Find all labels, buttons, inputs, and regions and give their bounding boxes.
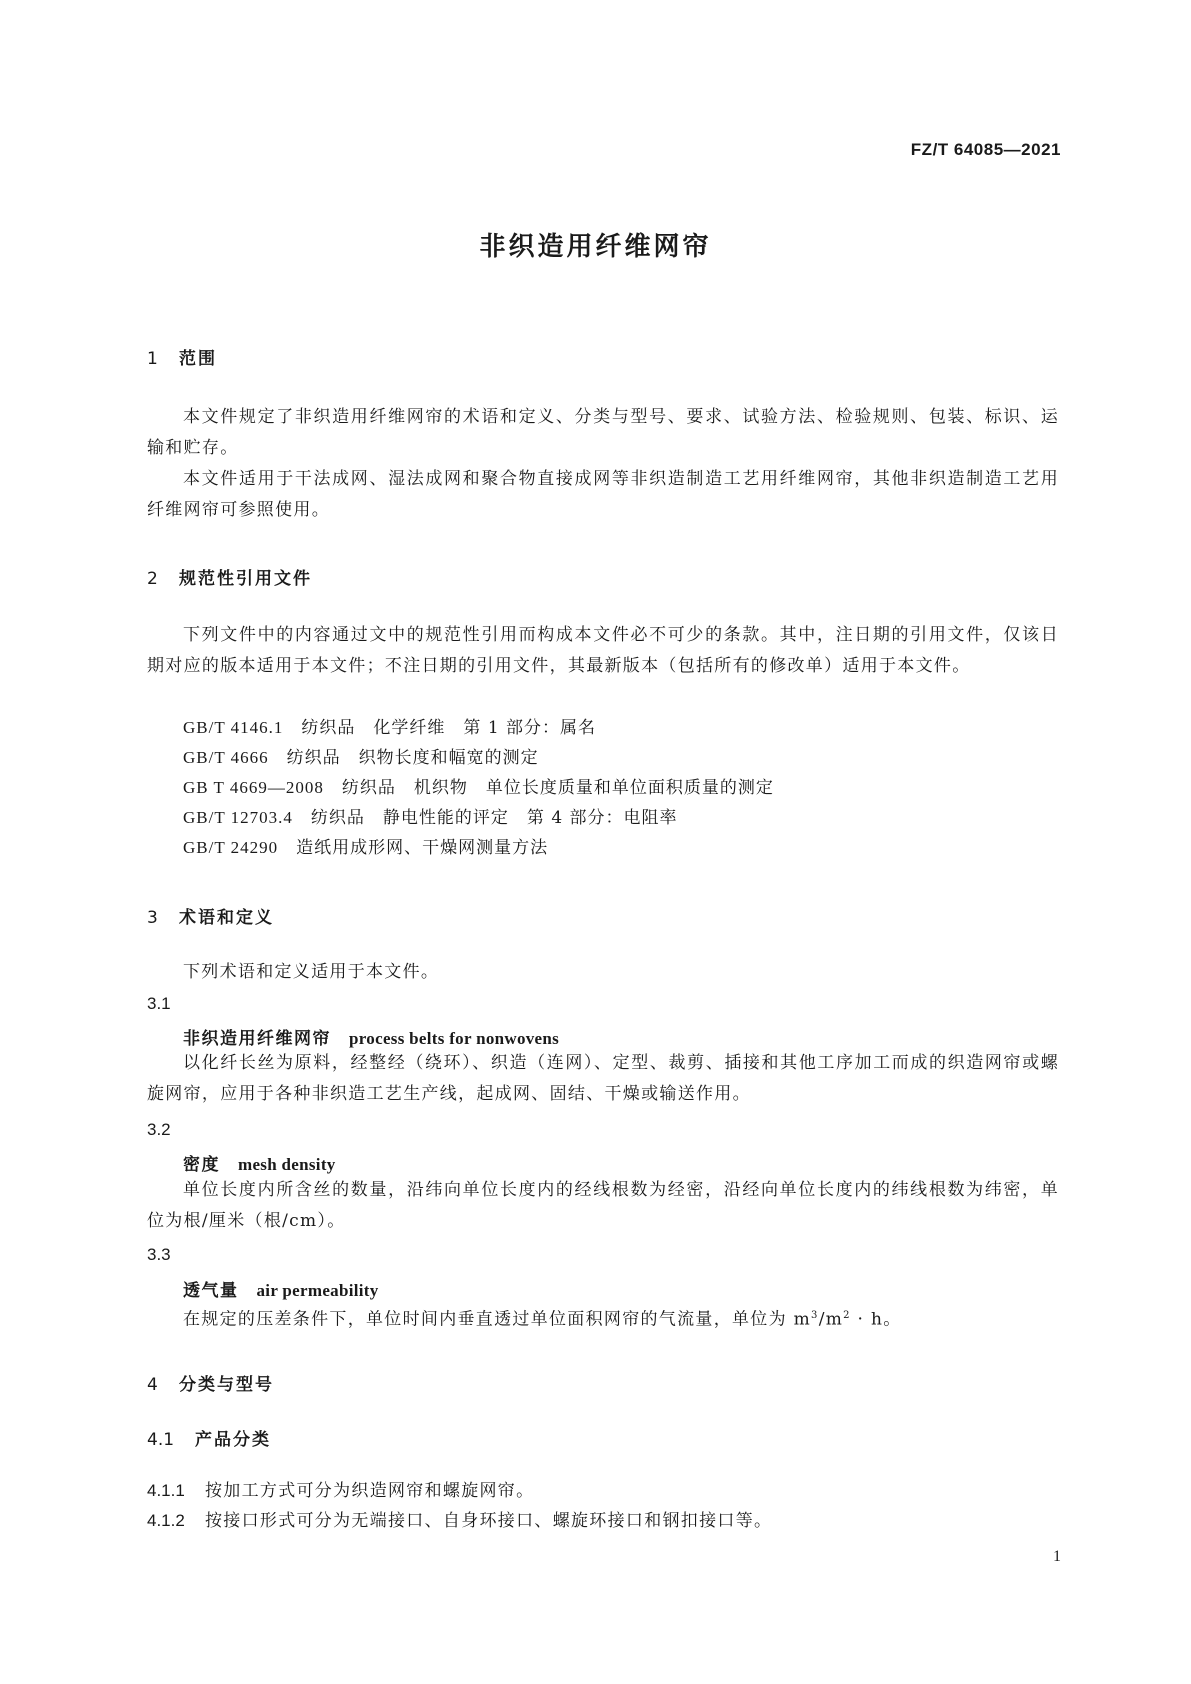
reference-code: GB/T 12703.4 bbox=[183, 808, 293, 827]
reference-item bbox=[147, 743, 539, 773]
term-definition: 单位长度内所含丝的数量，沿纬向单位长度内的经线根数为经密，沿经向单位长度内的纬线根数为纬密，单位为根/厘米（根/cm）。 bbox=[147, 1180, 1059, 1231]
section-2-heading bbox=[147, 564, 312, 589]
reference-code: GB/T 4146.1 bbox=[183, 718, 284, 737]
section-4-heading bbox=[147, 1370, 274, 1395]
scope-paragraph-2: 本文件适用于干法成网、湿法成网和聚合物直接成网等非织造制造工艺用纤维网帘，其他非织造制造工艺用纤维网帘可参照使用。 bbox=[147, 469, 1059, 520]
references-intro: 下列文件中的内容通过文中的规范性引用而构成本文件必不可少的条款。其中，注日期的引用文件，仅该日期对应的版本适用于本文件；不注日期的引用文件，其最新版本（包括所有的修改单）适用于本文件。 bbox=[147, 625, 1059, 676]
reference-item bbox=[147, 833, 548, 863]
document-title: 非织造用纤维网帘 bbox=[479, 232, 712, 262]
subsection-4-1-heading bbox=[147, 1425, 271, 1450]
section-title: 术语和定义 bbox=[179, 908, 274, 928]
term-definition: 在规定的压差条件下，单位时间内垂直透过单位面积网帘的气流量，单位为 $m^3/m^2 \cdot h$。 bbox=[183, 1309, 902, 1330]
reference-item bbox=[147, 713, 596, 743]
clause-item bbox=[147, 1506, 772, 1536]
standard-number: FZ/T 64085—2021 bbox=[910, 140, 1061, 159]
subsection-number: 4.1 bbox=[147, 1430, 175, 1450]
section-title: 范围 bbox=[179, 349, 217, 369]
terms-intro: 下列术语和定义适用于本文件。 bbox=[183, 962, 440, 982]
reference-item bbox=[147, 773, 774, 803]
reference-item bbox=[147, 803, 678, 833]
scope-paragraph-1: 本文件规定了非织造用纤维网帘的术语和定义、分类与型号、要求、试验方法、检验规则、包装、标识、运输和贮存。 bbox=[147, 407, 1059, 458]
reference-title: 纺织品 化学纤维 第 1 部分：属名 bbox=[301, 718, 597, 738]
reference-code: GB/T 4666 bbox=[183, 748, 269, 767]
page-number: 1 bbox=[1053, 1548, 1061, 1565]
reference-code: GB/T 24290 bbox=[183, 838, 279, 857]
term-name bbox=[147, 1024, 559, 1049]
term-number: 3.1 bbox=[147, 994, 171, 1013]
term-name-en: air permeability bbox=[256, 1281, 379, 1300]
term-number: 3.2 bbox=[147, 1120, 171, 1139]
section-title: 规范性引用文件 bbox=[179, 569, 312, 589]
term-name-en: process belts for nonwovens bbox=[349, 1029, 560, 1048]
section-1-heading bbox=[147, 344, 217, 369]
clause-text: 按加工方式可分为织造网帘和螺旋网帘。 bbox=[205, 1481, 535, 1501]
reference-code: GB T 4669—2008 bbox=[183, 778, 324, 797]
section-number: 4 bbox=[147, 1375, 160, 1395]
clause-item bbox=[147, 1476, 534, 1506]
clause-number: 4.1.2 bbox=[147, 1511, 185, 1530]
term-name-zh: 非织造用纤维网帘 bbox=[183, 1029, 331, 1049]
section-3-heading bbox=[147, 903, 274, 928]
section-number: 1 bbox=[147, 349, 160, 369]
section-number: 2 bbox=[147, 569, 160, 589]
term-name-en: mesh density bbox=[238, 1155, 336, 1174]
term-name bbox=[147, 1150, 336, 1175]
term-name-zh: 透气量 bbox=[183, 1281, 239, 1301]
subsection-title: 产品分类 bbox=[195, 1430, 271, 1450]
section-number: 3 bbox=[147, 908, 160, 928]
clause-text: 按接口形式可分为无端接口、自身环接口、螺旋环接口和钢扣接口等。 bbox=[205, 1511, 773, 1531]
term-definition: 以化纤长丝为原料，经整经（绕环）、织造（连网）、定型、裁剪、插接和其他工序加工而成的织造网帘或螺旋网帘，应用于各种非织造工艺生产线，起成网、固结、干燥或输送作用。 bbox=[147, 1053, 1059, 1104]
term-name bbox=[147, 1276, 379, 1301]
term-name-zh: 密度 bbox=[183, 1155, 220, 1175]
term-number: 3.3 bbox=[147, 1245, 171, 1264]
reference-title: 纺织品 机织物 单位长度质量和单位面积质量的测定 bbox=[341, 778, 774, 798]
reference-title: 纺织品 静电性能的评定 第 4 部分：电阻率 bbox=[310, 808, 678, 828]
section-title: 分类与型号 bbox=[179, 1375, 274, 1395]
reference-title: 纺织品 织物长度和幅宽的测定 bbox=[286, 748, 539, 768]
reference-title: 造纸用成形网、干燥网测量方法 bbox=[296, 838, 549, 858]
clause-number: 4.1.1 bbox=[147, 1481, 185, 1500]
